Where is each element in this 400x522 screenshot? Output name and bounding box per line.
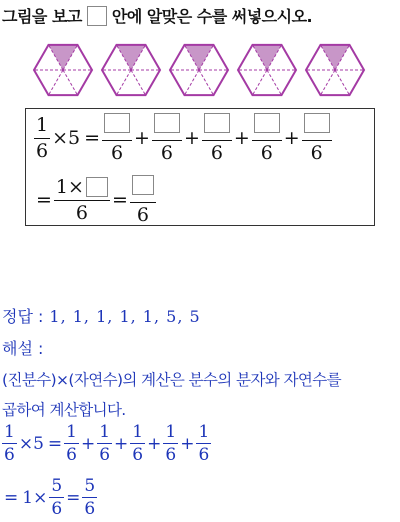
answer-values: 1, 1, 1, 1, 1, 5, 5 <box>49 307 201 326</box>
denominator: 6 <box>36 139 49 162</box>
hexagon-5 <box>306 45 364 95</box>
equals-sign: = <box>111 189 128 211</box>
fraction: $\frac{5}{6}$ <box>84 476 96 519</box>
fraction: $\frac{1}{6}$ <box>99 422 111 465</box>
shaded-part <box>117 45 146 70</box>
divider-line <box>321 70 336 95</box>
divider-line <box>49 70 64 95</box>
answer-blank-2[interactable] <box>154 113 180 133</box>
answer-label: 정답 : <box>2 307 44 326</box>
blank-fraction-3: 6 <box>202 113 232 163</box>
divider-line <box>131 70 146 95</box>
fraction: $\frac{1}{6}$ <box>66 422 77 465</box>
answer-blank-7[interactable] <box>132 175 154 195</box>
fraction: $\frac{1}{6}$ <box>165 422 177 465</box>
explanation-line-2: 곱하여 계산합니다. <box>2 401 126 419</box>
answer-line <box>2 304 201 327</box>
blank-fraction-6: $\frac{1\times}{6}$ <box>54 177 110 223</box>
hexagon-figure <box>30 38 370 102</box>
fraction-one-sixth <box>34 113 50 162</box>
blank-fraction-4: 6 <box>252 113 282 163</box>
blank-fraction-7: 6 <box>130 175 156 225</box>
answer-blank-6[interactable] <box>86 177 108 197</box>
plus-sign: + <box>233 127 250 149</box>
equation-line-2 <box>34 175 156 225</box>
solution-line-1: $\frac{1}{6}$ ×5 = $\frac{1}{6}$ + $\frac{1}{6}$ + $\frac{1}{6}$ + $\frac{1}{6}$ + $\frac{1}{6}$ <box>4 422 210 465</box>
answer-blank-5[interactable] <box>304 113 330 133</box>
equals-sign: = <box>36 189 52 211</box>
answer-blank-1[interactable] <box>104 113 130 133</box>
divider-line <box>117 70 132 95</box>
hexagon-2 <box>102 45 160 95</box>
shaded-part <box>49 45 78 70</box>
times-five: ×5 <box>52 127 81 149</box>
equation-line-1 <box>34 113 332 163</box>
plus-sign: + <box>183 127 200 149</box>
fraction: $\frac{1}{6}$ <box>198 422 210 465</box>
fraction: $\frac{5}{6}$ <box>51 476 63 519</box>
hexagon-3 <box>170 45 228 95</box>
shaded-part <box>185 45 214 70</box>
divider-line <box>253 70 268 95</box>
explanation-line-1: (진분수)×(자연수)의 계산은 분수의 분자와 자연수를 <box>2 371 341 389</box>
divider-line <box>335 70 350 95</box>
divider-line <box>63 70 78 95</box>
explanation-label: 해설 : <box>2 339 44 358</box>
problem-text-after: 안에 알맞은 수를 써넣으시오. <box>111 7 313 26</box>
plus-sign: + <box>134 127 150 149</box>
numerator: 1 <box>34 116 50 139</box>
divider-line <box>199 70 214 95</box>
shaded-part <box>253 45 282 70</box>
blank-fraction-2: 6 <box>152 113 182 163</box>
problem-statement <box>2 4 312 27</box>
fraction: $\frac{1}{6}$ <box>132 422 144 465</box>
solution-line-2: = 1× $\frac{5}{6}$ = $\frac{5}{6}$ <box>4 476 96 519</box>
hexagon-4 <box>238 45 296 95</box>
shaded-part <box>321 45 350 70</box>
blank-fraction-5: 6 <box>302 113 332 163</box>
problem-text-before: 그림을 보고 <box>2 7 82 26</box>
blank-box-icon <box>87 6 107 26</box>
divider-line <box>267 70 282 95</box>
fraction: $\frac{1}{6}$ <box>4 422 15 465</box>
hexagon-1 <box>34 45 92 95</box>
answer-blank-4[interactable] <box>254 113 280 133</box>
equals-sign: = <box>84 127 101 149</box>
blank-fraction-1: 6 <box>102 113 132 163</box>
plus-sign: + <box>283 127 300 149</box>
divider-line <box>185 70 200 95</box>
answer-blank-3[interactable] <box>204 113 230 133</box>
equation-box <box>25 108 375 226</box>
